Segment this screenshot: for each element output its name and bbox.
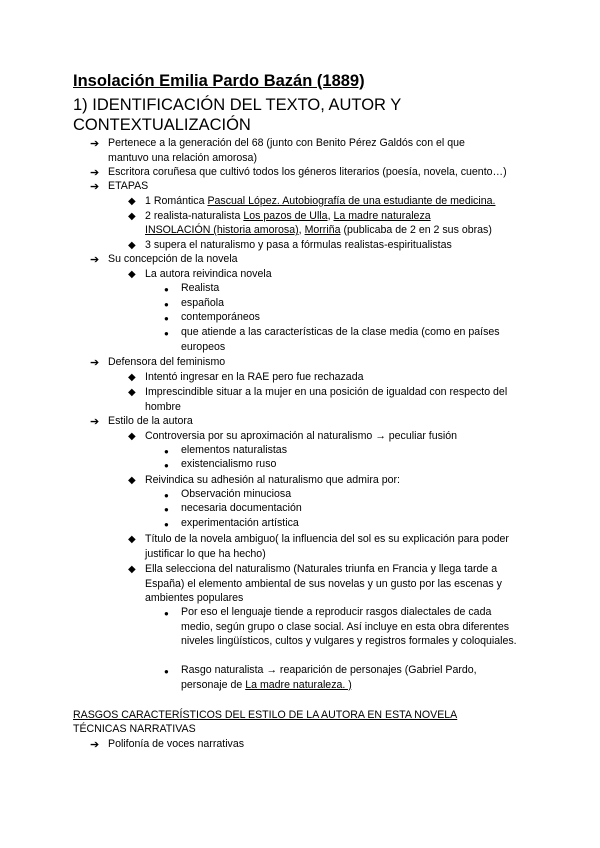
diamond-bullet-icon: ◆	[128, 372, 136, 383]
arrow-bullet-icon: ➔	[90, 357, 100, 369]
etapa-3: 3 supera el naturalismo y pasa a fórmulas realistas-espiritualistas	[145, 239, 452, 251]
section-rasgos-title: RASGOS CARACTERÍSTICOS DEL ESTILO DE LA AUTORA EN ESTA NOVELA	[73, 709, 458, 721]
dot-bullet-icon: ●	[164, 505, 169, 514]
diamond-bullet-icon: ◆	[128, 211, 136, 222]
section-heading-line-1: 1) IDENTIFICACIÓN DEL TEXTO, AUTOR Y	[73, 96, 402, 114]
dot-bullet-icon: ●	[164, 461, 169, 470]
dot-bullet-icon: ●	[164, 329, 169, 338]
dot-bullet-icon: ●	[164, 667, 169, 676]
fusion-elementos-naturalistas: elementos naturalistas	[181, 444, 287, 456]
bullet-polifonia: Polifonía de voces narrativas	[108, 738, 245, 750]
bullet-etapas: ETAPAS	[108, 180, 149, 192]
etapa-1	[145, 194, 495, 209]
diamond-bullet-icon: ◆	[128, 269, 136, 280]
novela-realista: Realista	[181, 282, 220, 294]
work-link-insolacion[interactable]: INSOLACIÓN (historia amorosa)	[145, 224, 299, 236]
document-title: Insolación Emilia Pardo Bazán (1889)	[73, 72, 365, 90]
dot-bullet-icon: ●	[164, 314, 169, 323]
dot-bullet-icon: ●	[164, 447, 169, 456]
etapa-2-label: 2 realista-naturalista	[145, 210, 241, 222]
feminismo-rae: Intentó ingresar en la RAE pero fue rechazada	[145, 371, 364, 383]
rasgo-naturalista-text: Rasgo naturalista → reaparición de personajes (Gabriel Pardo, personaje de	[181, 664, 477, 691]
fusion-existencialismo-ruso: existencialismo ruso	[181, 458, 277, 470]
admira-documentacion: necesaria documentación	[181, 502, 302, 514]
estilo-selecciona: Ella selecciona del naturalismo (Naturales triunfa en Francia y llega tarde a España) el elemento ambiental de sus novelas y un gusto por las escenas y ambientes populares	[145, 563, 502, 605]
diamond-bullet-icon: ◆	[128, 431, 136, 442]
diamond-bullet-icon: ◆	[128, 564, 136, 575]
arrow-bullet-icon: ➔	[90, 416, 100, 428]
feminismo-igualdad: Imprescindible situar a la mujer en una posición de igualdad con respecto del hombre	[145, 386, 508, 413]
dot-bullet-icon: ●	[164, 300, 169, 309]
arrow-bullet-icon: ➔	[90, 138, 100, 150]
dot-bullet-icon: ●	[164, 491, 169, 500]
etapa-1-label: 1 Romántica	[145, 195, 205, 207]
estilo-controversia: Controversia por su aproximación al naturalismo → peculiar fusión	[145, 430, 458, 442]
work-link-morrina[interactable]: Morriña	[304, 224, 341, 236]
estilo-titulo-ambiguo: Título de la novela ambiguo( la influencia del sol es su explicación para poder justificar lo que ha hecho)	[145, 533, 509, 560]
bullet-feminismo: Defensora del feminismo	[108, 356, 226, 368]
section-heading-line-2: CONTEXTUALIZACIÓN	[73, 116, 251, 134]
admira-observacion: Observación minuciosa	[181, 488, 292, 500]
etapa-2	[145, 209, 431, 224]
selecciona-lenguaje: Por eso el lenguaje tiende a reproducir rasgos dialectales de cada medio, según grupo o clase social. Así incluye en esta obra diferentes niveles lingüísticos, cultos y vulgares y registros formales y coloquiales.	[181, 606, 517, 648]
work-link-pascual-lopez[interactable]: Pascual López. Autobiografía de una estudiante de medicina.	[207, 195, 496, 207]
novela-espanola: española	[181, 297, 225, 309]
diamond-bullet-icon: ◆	[128, 387, 136, 398]
etapa-2-continued	[145, 223, 492, 238]
work-link-la-madre-naturaleza[interactable]: La madre naturaleza	[333, 210, 431, 222]
work-link-la-madre-naturaleza[interactable]: La madre naturaleza. )	[245, 678, 352, 691]
diamond-bullet-icon: ◆	[128, 475, 136, 486]
reivindica-novela: La autora reivindica novela	[145, 268, 272, 280]
bullet-escritora: Escritora coruñesa que cultivó todos los géneros literarios (poesía, novela, cuento…)	[108, 166, 507, 178]
admira-experimentacion: experimentación artística	[181, 517, 299, 529]
diamond-bullet-icon: ◆	[128, 240, 136, 251]
arrow-bullet-icon: ➔	[90, 181, 100, 193]
dot-bullet-icon: ●	[164, 609, 169, 618]
separator: ,	[298, 224, 302, 236]
diamond-bullet-icon: ◆	[128, 196, 136, 207]
bullet-estilo: Estilo de la autora	[108, 415, 193, 427]
novela-clase-media: que atiende a las características de la clase media (como en países europeos	[181, 326, 500, 353]
diamond-bullet-icon: ◆	[128, 534, 136, 545]
novela-contemporaneos: contemporáneos	[181, 311, 260, 323]
section-tecnicas-title: TÉCNICAS NARRATIVAS	[73, 723, 196, 735]
dot-bullet-icon: ●	[164, 520, 169, 529]
separator: ,	[327, 210, 331, 222]
selecciona-rasgo-naturalista	[181, 663, 526, 692]
work-link-los-pazos-de-ulla[interactable]: Los pazos de Ulla	[243, 210, 328, 222]
bullet-concepcion: Su concepción de la novela	[108, 253, 238, 265]
arrow-bullet-icon: ➔	[90, 254, 100, 266]
bullet-generacion: Pertenece a la generación del 68 (junto con Benito Pérez Galdós con el que mantuvo una relación amorosa)	[108, 137, 465, 164]
arrow-bullet-icon: ➔	[90, 739, 100, 751]
etapa-2-note: (publicaba de 2 en 2 sus obras)	[343, 224, 492, 236]
arrow-bullet-icon: ➔	[90, 167, 100, 179]
dot-bullet-icon: ●	[164, 285, 169, 294]
estilo-adhesion: Reivindica su adhesión al naturalismo que admira por:	[145, 474, 400, 486]
